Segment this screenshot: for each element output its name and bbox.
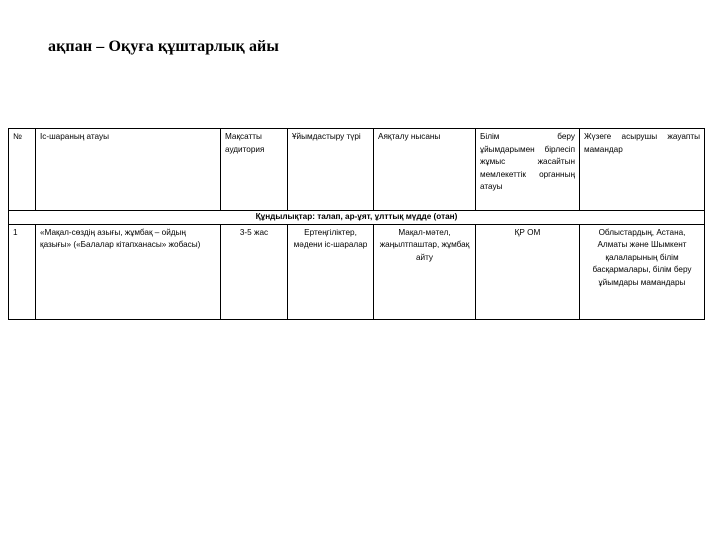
values-text: Құндылықтар: талап, ар-ұят, ұлттық мүдде (отан) (9, 211, 705, 225)
table-row (9, 224, 705, 319)
row-event-name: «Мақал-сөздің азығы, жұмбақ – ойдың қазығы» («Балалар кітапханасы» жобасы) (36, 224, 221, 319)
row-audience: 3-5 жас (221, 224, 288, 319)
header-number: № (9, 129, 36, 211)
row-completion-form: Мақал-мәтел, жаңылтпаштар, жұмбақ айту (374, 224, 476, 319)
header-responsible: Жүзеге асырушы жауапты мамандар (580, 129, 705, 211)
row-number: 1 (9, 224, 36, 319)
header-organization-type: Ұйымдастыру түрі (288, 129, 374, 211)
document-heading: ақпан – Оқуға құштарлық айы (48, 38, 279, 55)
events-table (8, 128, 705, 320)
row-responsible: Облыстардың, Астана, Алматы және Шымкент қалаларының білім басқармалары, білім беру ұйымдары мамандары (580, 224, 705, 319)
header-audience: Мақсатты аудитория (221, 129, 288, 211)
row-organization-type: Ертеңгіліктер, мәдени іс-шаралар (288, 224, 374, 319)
header-completion-form: Аяқталу нысаны (374, 129, 476, 211)
values-row (9, 211, 705, 225)
row-state-agency: ҚР ОМ (476, 224, 580, 319)
table-header-row (9, 129, 705, 211)
header-state-agency: Білім беру ұйымдарымен бірлесіп жұмыс жасайтын мемлекеттік органның атауы (476, 129, 580, 211)
header-event-name: Іс-шараның атауы (36, 129, 221, 211)
